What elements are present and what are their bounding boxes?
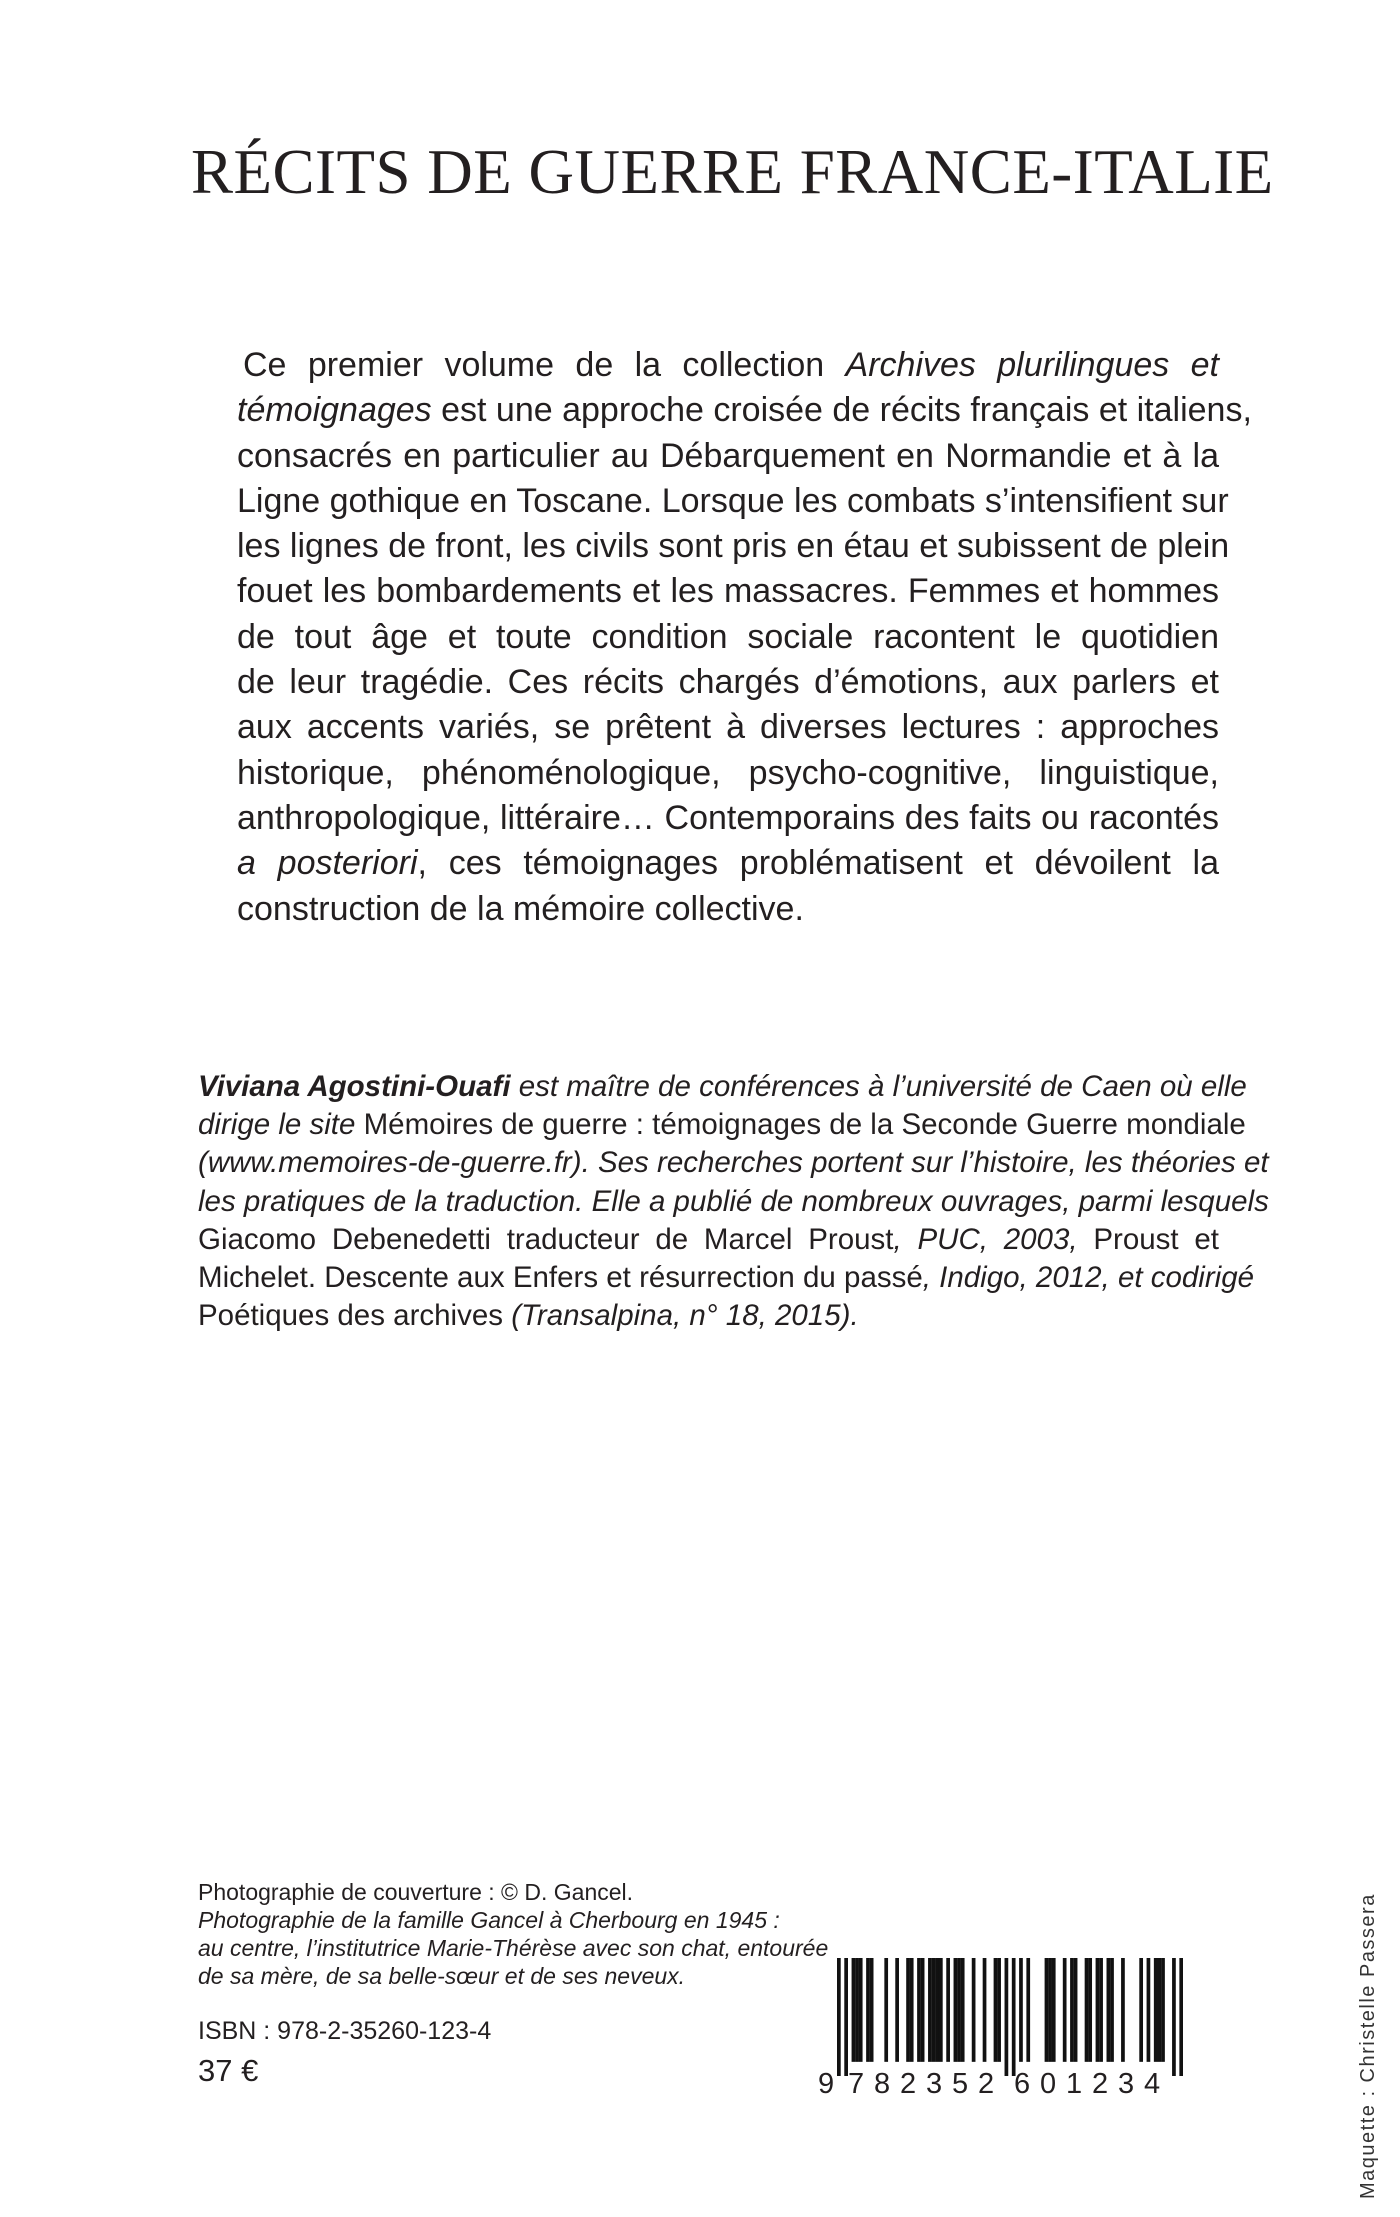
text-line (237, 751, 1219, 796)
photo-caption-line: Photographie de la famille Gancel à Cherbourg en 1945 : (198, 1907, 780, 1933)
barcode-bar (935, 1958, 939, 2062)
text-line (198, 1259, 1255, 1297)
text-run: historique, phénoménologique, psycho-cognitive, linguistique, (237, 753, 1219, 792)
text-line (237, 343, 1219, 388)
barcode-bar (1048, 1958, 1052, 2062)
text-run: aux accents variés, se prêtent à diverses lectures : approches (237, 708, 1219, 747)
barcode-bar (1070, 1958, 1074, 2062)
text-line (237, 615, 1219, 660)
barcode-digit: 2 (978, 2068, 995, 2100)
text-run: les lignes de front, les civils sont pris en étau et subissent de plein (237, 527, 1230, 566)
text-run: , Indigo, 2012, et codirigé (922, 1261, 1255, 1295)
text-run: construction de la mémoire collective. (237, 889, 804, 928)
barcode-bar (1172, 1958, 1176, 2076)
text-run: Proust et (1093, 1222, 1219, 1256)
barcode-bar (906, 1958, 910, 2062)
text-run: Poétiques des archives (198, 1299, 512, 1333)
text-run: , ces témoignages problématisent et dévoilent la (417, 844, 1219, 883)
text-line (237, 388, 1252, 433)
text-run: de tout âge et toute condition sociale racontent le quotidien (237, 617, 1219, 656)
text-run: a posteriori (237, 844, 418, 883)
text-run: , PUC, 2003, (893, 1222, 1094, 1256)
barcode-bar (866, 1958, 870, 2062)
barcode-bar (1005, 1958, 1009, 2076)
text-line (198, 1144, 1269, 1182)
barcode-bar (1019, 1958, 1023, 2062)
text-run: Viviana Agostini-Ouafi (198, 1070, 511, 1103)
photo-caption-line: au centre, l’institutrice Marie-Thérèse avec son chat, entourée (198, 1935, 829, 1961)
barcode-bar (972, 1958, 976, 2062)
barcode-bar (1085, 1958, 1089, 2062)
barcode-bar (1110, 1958, 1114, 2062)
barcode-bar (983, 1958, 987, 2062)
text-run: dirige le site (198, 1108, 364, 1142)
text-line (237, 841, 1219, 886)
barcode-bar (946, 1958, 950, 2062)
text-run: anthropologique, littéraire… Contemporains des faits ou racontés (237, 798, 1219, 837)
barcode-bar (1074, 1958, 1078, 2062)
text-line (198, 1221, 1219, 1259)
text-run: (www.memoires-de-guerre.fr). Ses recherches portent sur l’histoire, les théories et (198, 1146, 1269, 1180)
text-line (237, 434, 1219, 479)
barcode-bar (957, 1958, 961, 2062)
photo-caption-line: de sa mère, de sa belle-sœur et de ses neveux. (198, 1963, 686, 1989)
design-credit: Maquette : Christelle Passera (1357, 1893, 1379, 2199)
author-bio (198, 1068, 1269, 1335)
text-run: de leur tragédie. Ces récits chargés d’émotions, aux parlers et (237, 663, 1219, 702)
barcode-bar (928, 1958, 932, 2062)
photo-credit: Photographie de couverture : © D. Gancel. (198, 1879, 634, 1905)
barcode-bar (921, 1958, 925, 2062)
barcode-bar (1052, 1958, 1056, 2062)
barcode-bar (844, 1958, 848, 2076)
barcode-bar (1107, 1958, 1111, 2062)
text-run: Ce premier volume de la collection (243, 346, 846, 384)
barcode-bar (1063, 1958, 1067, 2062)
barcode-digit: 4 (1144, 2068, 1161, 2100)
text-line (237, 796, 1219, 841)
barcode-bar (910, 1958, 914, 2062)
barcode-digit: 2 (900, 2068, 917, 2100)
barcode-bar (859, 1958, 863, 2062)
text-run: fouet les bombardements et les massacres. Femmes et hommes (237, 572, 1219, 611)
text-line (198, 1106, 1246, 1144)
barcode-digit: 5 (952, 2068, 969, 2100)
text-run: Michelet. Descente aux Enfers et résurrection du passé (198, 1261, 923, 1295)
isbn: ISBN : 978-2-35260-123-4 (198, 2017, 492, 2045)
barcode-bar (884, 1958, 888, 2062)
barcode-bar (994, 1958, 998, 2062)
barcode-bar (895, 1958, 899, 2062)
barcode-bar (852, 1958, 856, 2062)
text-run: est une approche croisée de récits français et italiens, (431, 391, 1252, 430)
photo-credits (198, 1878, 828, 1990)
barcode-bar (932, 1958, 936, 2062)
text-run: consacrés en particulier au Débarquement en Normandie et à la (237, 436, 1219, 475)
barcode-bar (1121, 1958, 1125, 2062)
text-run: témoignages (237, 391, 432, 430)
barcode-digit: 9 (818, 2068, 835, 2100)
text-run: Mémoires de guerre : témoignages de la Seconde Guerre mondiale (363, 1108, 1246, 1142)
barcode-bar (837, 1958, 841, 2076)
text-line (198, 1297, 1219, 1335)
barcode-bar (1012, 1958, 1016, 2076)
summary-paragraph (237, 343, 1252, 932)
text-run: est maître de conférences à l’université de Caen où elle (510, 1070, 1247, 1103)
text-line (198, 1183, 1269, 1221)
barcode-bar (1096, 1958, 1100, 2062)
barcode-digit: 6 (1014, 2068, 1031, 2100)
barcode-bar (1088, 1958, 1092, 2062)
text-line (237, 887, 1219, 932)
text-run: Ligne gothique en Toscane. Lorsque les combats s’intensifient sur (237, 481, 1229, 520)
barcode-bar (1179, 1958, 1183, 2076)
text-run: Giacomo Debenedetti traducteur de Marcel Proust (198, 1222, 894, 1256)
text-line (237, 660, 1219, 705)
text-line (198, 1068, 1247, 1106)
barcode-digit: 3 (926, 2068, 943, 2100)
barcode-bar (997, 1958, 1001, 2062)
price: 37 € (198, 2053, 259, 2088)
barcode-bar (1026, 1958, 1030, 2062)
barcode-bar (1099, 1958, 1103, 2062)
barcode-bar (855, 1958, 859, 2062)
barcode-digit: 2 (1092, 2068, 1109, 2100)
barcode-bar (1158, 1958, 1162, 2062)
text-line (237, 705, 1219, 750)
text-run: les pratiques de la traduction. Elle a publié de nombreux ouvrages, parmi lesquels (198, 1184, 1269, 1218)
barcode-digit: 0 (1040, 2068, 1057, 2100)
barcode-bar (1147, 1958, 1151, 2062)
barcode-bar (1045, 1958, 1049, 2062)
text-line (237, 524, 1230, 569)
barcode-bar (954, 1958, 958, 2062)
ean13-barcode (837, 1958, 1183, 2076)
barcode-bar (961, 1958, 965, 2062)
barcode-digit: 3 (1118, 2068, 1135, 2100)
text-run: Archives plurilingues et (845, 346, 1219, 384)
barcode-bar (1139, 1958, 1143, 2062)
barcode-bar (1154, 1958, 1158, 2062)
barcode-bar (939, 1958, 943, 2062)
text-line (237, 479, 1229, 524)
book-title: RÉCITS DE GUERRE FRANCE-ITALIE (191, 137, 1274, 207)
barcode-bar (870, 1958, 874, 2062)
barcode-digit: 7 (848, 2068, 865, 2100)
barcode-digit: 1 (1066, 2068, 1083, 2100)
barcode-bar (917, 1958, 921, 2062)
text-line (237, 569, 1219, 614)
barcode-digit: 8 (874, 2068, 891, 2100)
text-run: (Transalpina, n° 18, 2015). (511, 1299, 859, 1333)
barcode-bar (1161, 1958, 1165, 2062)
